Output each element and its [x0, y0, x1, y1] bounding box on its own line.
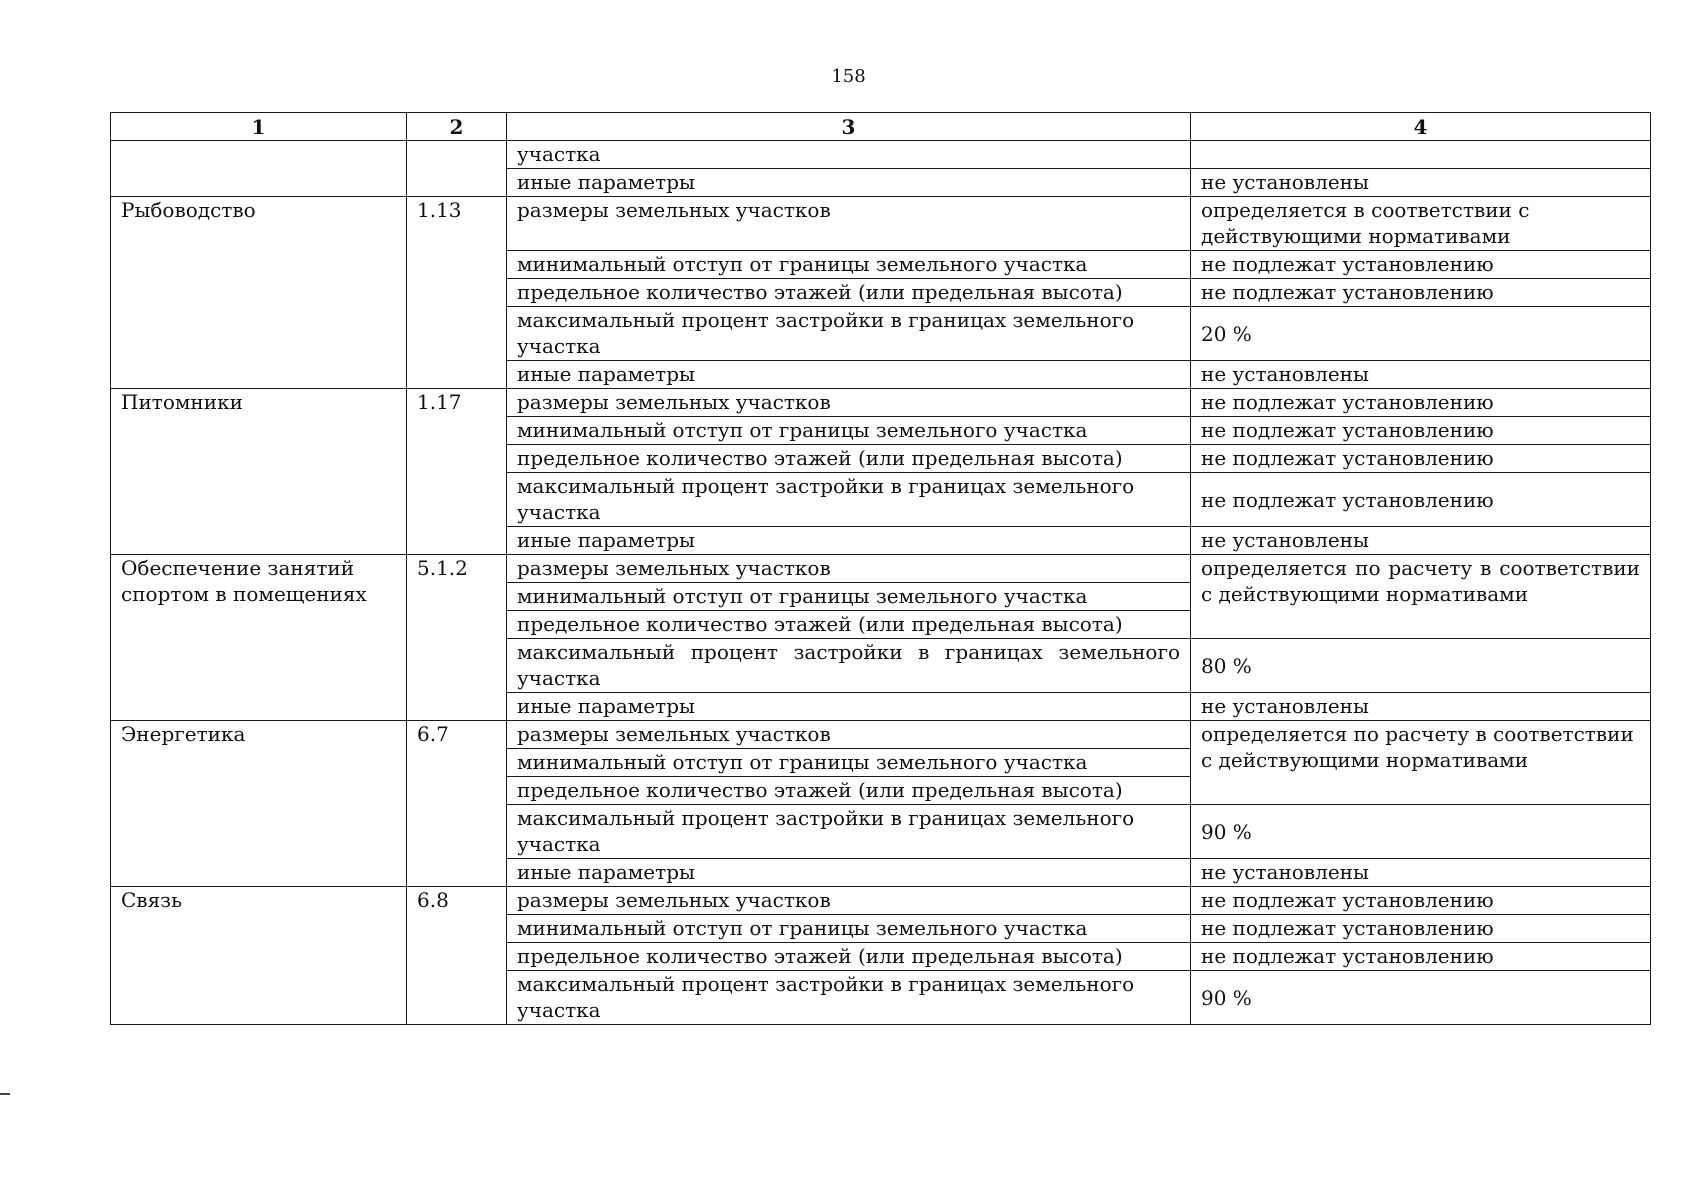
header-col-1: 1	[111, 113, 407, 141]
use-code-cell: 1.13	[407, 197, 507, 389]
merged-value-cell: определяется по расчету в соответствии с действующими нормативами	[1191, 721, 1651, 805]
use-type-cell: Обеспечение занятий спортом в помещениях	[111, 555, 407, 721]
use-code-cell: 6.8	[407, 887, 507, 1025]
table-row	[111, 887, 1651, 915]
value-cell: не установлены	[1191, 693, 1651, 721]
use-code-cell: 1.17	[407, 389, 507, 555]
parameter-cell: размеры земельных участков	[507, 887, 1191, 915]
page-number: 158	[831, 66, 866, 87]
value-cell: не установлены	[1191, 527, 1651, 555]
merged-value-cell: определяется по расчету в соответствии с действующими нормативами	[1191, 555, 1651, 639]
use-type-cell: Рыбоводство	[111, 197, 407, 389]
value-cell: 90 %	[1191, 971, 1651, 1025]
parameter-cell: иные параметры	[507, 693, 1191, 721]
parameter-cell: максимальный процент застройки в границах земельного участка	[507, 639, 1191, 693]
parameter-cell: иные параметры	[507, 361, 1191, 389]
value-cell: не подлежат установлению	[1191, 389, 1651, 417]
parameter-cell: иные параметры	[507, 859, 1191, 887]
table-row	[111, 555, 1651, 583]
use-type-cell: Питомники	[111, 389, 407, 555]
header-col-4: 4	[1191, 113, 1651, 141]
value-cell: не подлежат установлению	[1191, 473, 1651, 527]
regulations-table	[110, 112, 1651, 1025]
parameter-cell: минимальный отступ от границы земельного участка	[507, 749, 1191, 777]
parameter-cell: предельное количество этажей (или предельная высота)	[507, 445, 1191, 473]
parameter-cell: предельное количество этажей (или предельная высота)	[507, 943, 1191, 971]
parameter-cell: максимальный процент застройки в границах земельного участка	[507, 971, 1191, 1025]
table-body	[111, 141, 1651, 1025]
table-header	[111, 113, 1651, 141]
value-cell: не установлены	[1191, 361, 1651, 389]
value-cell	[1191, 141, 1651, 169]
margin-mark	[0, 1093, 10, 1095]
parameter-cell: иные параметры	[507, 527, 1191, 555]
value-cell: не подлежат установлению	[1191, 943, 1651, 971]
value-cell: определяется в соответствии с действующими нормативами	[1191, 197, 1651, 251]
value-cell: не подлежат установлению	[1191, 417, 1651, 445]
parameter-cell: минимальный отступ от границы земельного участка	[507, 251, 1191, 279]
value-cell: не подлежат установлению	[1191, 279, 1651, 307]
use-code-cell	[407, 141, 507, 197]
parameter-cell: предельное количество этажей (или предельная высота)	[507, 611, 1191, 639]
value-cell: не установлены	[1191, 859, 1651, 887]
parameter-cell: иные параметры	[507, 169, 1191, 197]
table-row	[111, 141, 1651, 169]
value-cell: не подлежат установлению	[1191, 445, 1651, 473]
use-code-cell: 6.7	[407, 721, 507, 887]
parameter-cell: размеры земельных участков	[507, 389, 1191, 417]
use-type-cell	[111, 141, 407, 197]
use-type-cell: Связь	[111, 887, 407, 1025]
parameter-cell: размеры земельных участков	[507, 197, 1191, 251]
parameter-cell: максимальный процент застройки в границах земельного участка	[507, 307, 1191, 361]
parameter-cell: размеры земельных участков	[507, 721, 1191, 749]
parameter-cell: размеры земельных участков	[507, 555, 1191, 583]
parameter-cell: минимальный отступ от границы земельного участка	[507, 583, 1191, 611]
header-row	[111, 113, 1651, 141]
value-cell: не подлежат установлению	[1191, 915, 1651, 943]
parameter-cell: максимальный процент застройки в границах земельного участка	[507, 473, 1191, 527]
value-cell: 20 %	[1191, 307, 1651, 361]
table-row	[111, 389, 1651, 417]
value-cell: не установлены	[1191, 169, 1651, 197]
table-row	[111, 721, 1651, 749]
value-cell: 80 %	[1191, 639, 1651, 693]
header-col-3: 3	[507, 113, 1191, 141]
use-code-cell: 5.1.2	[407, 555, 507, 721]
parameter-cell: минимальный отступ от границы земельного участка	[507, 417, 1191, 445]
value-cell: не подлежат установлению	[1191, 887, 1651, 915]
parameter-cell: предельное количество этажей (или предельная высота)	[507, 777, 1191, 805]
header-col-2: 2	[407, 113, 507, 141]
use-type-cell: Энергетика	[111, 721, 407, 887]
parameter-cell: участка	[507, 141, 1191, 169]
parameter-cell: минимальный отступ от границы земельного участка	[507, 915, 1191, 943]
value-cell: не подлежат установлению	[1191, 251, 1651, 279]
table-row	[111, 197, 1651, 251]
parameter-cell: предельное количество этажей (или предельная высота)	[507, 279, 1191, 307]
value-cell: 90 %	[1191, 805, 1651, 859]
parameter-cell: максимальный процент застройки в границах земельного участка	[507, 805, 1191, 859]
